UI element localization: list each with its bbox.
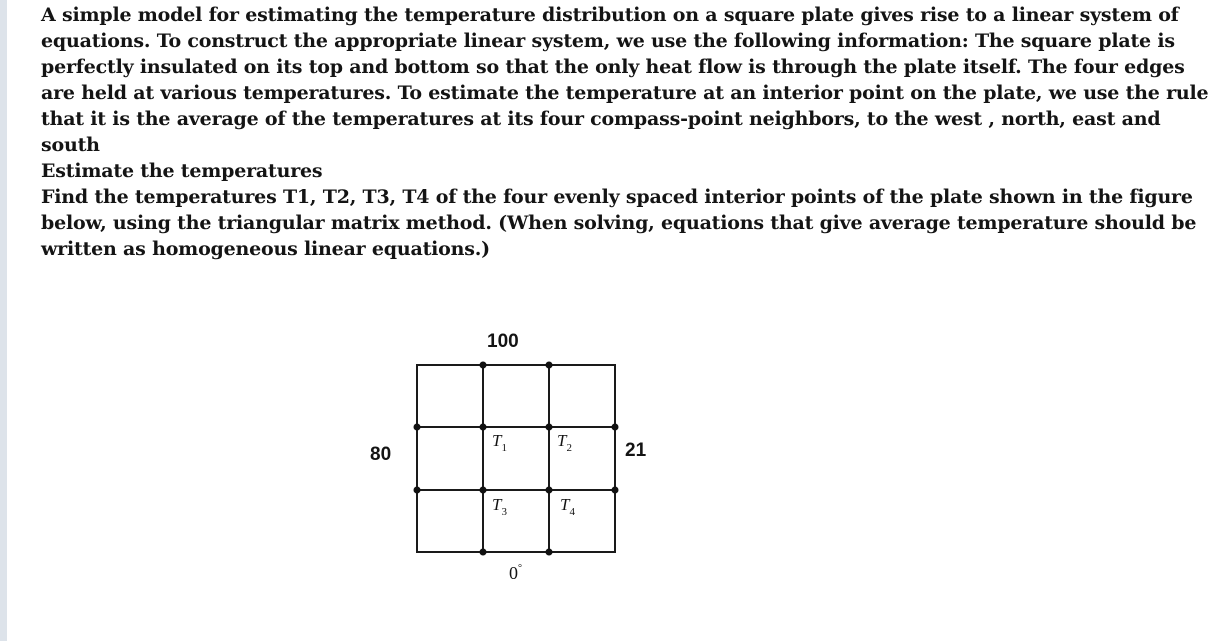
node-t3 <box>480 487 487 494</box>
plate-figure <box>350 320 690 590</box>
bottom-temperature: 0° <box>509 563 522 583</box>
node-bottom-2 <box>546 549 553 556</box>
problem-subheading: Estimate the temperatures <box>41 160 323 182</box>
right-temperature: 21 <box>625 440 647 461</box>
left-temperature: 80 <box>370 444 392 465</box>
plate-grid-diagram <box>350 320 690 590</box>
label-t2: $T_2$ <box>557 431 572 454</box>
top-temperature: 100 <box>487 331 519 352</box>
grid-nodes <box>414 362 619 556</box>
plate-grid-lines <box>417 365 615 552</box>
plate-outline <box>417 365 615 552</box>
node-top-1 <box>480 362 487 369</box>
node-bottom-1 <box>480 549 487 556</box>
node-t4 <box>546 487 553 494</box>
node-top-2 <box>546 362 553 369</box>
node-right-2 <box>612 487 619 494</box>
node-t1 <box>480 424 487 431</box>
label-t4: $T_4$ <box>560 495 575 518</box>
problem-statement <box>41 2 1221 262</box>
problem-intro: A simple model for estimating the temperature distribution on a square plate gives rise to a linear system of equations. To construct the appropriate linear system, we use the following information: The square plate is perfectly insulated on its top and bottom so that the only heat flow is through the plate itself. The four edges are held at various temperatures. To estimate the temperature at an interior point on the plate, we use the rule that it is the average of the temperatures at its four compass-point neighbors, to the west , north, east and south <box>41 4 1209 156</box>
label-t1: $T_1$ <box>492 431 507 454</box>
node-right-1 <box>612 424 619 431</box>
node-left-2 <box>414 487 421 494</box>
label-t3: $T_3$ <box>492 495 507 518</box>
page-left-border <box>0 0 7 641</box>
node-left-1 <box>414 424 421 431</box>
node-t2 <box>546 424 553 431</box>
problem-task: Find the temperatures T1, T2, T3, T4 of the four evenly spaced interior points of the plate shown in the figure below, using the triangular matrix method. (When solving, equations that give average temperature should be written as homogeneous linear equations.) <box>41 186 1197 260</box>
